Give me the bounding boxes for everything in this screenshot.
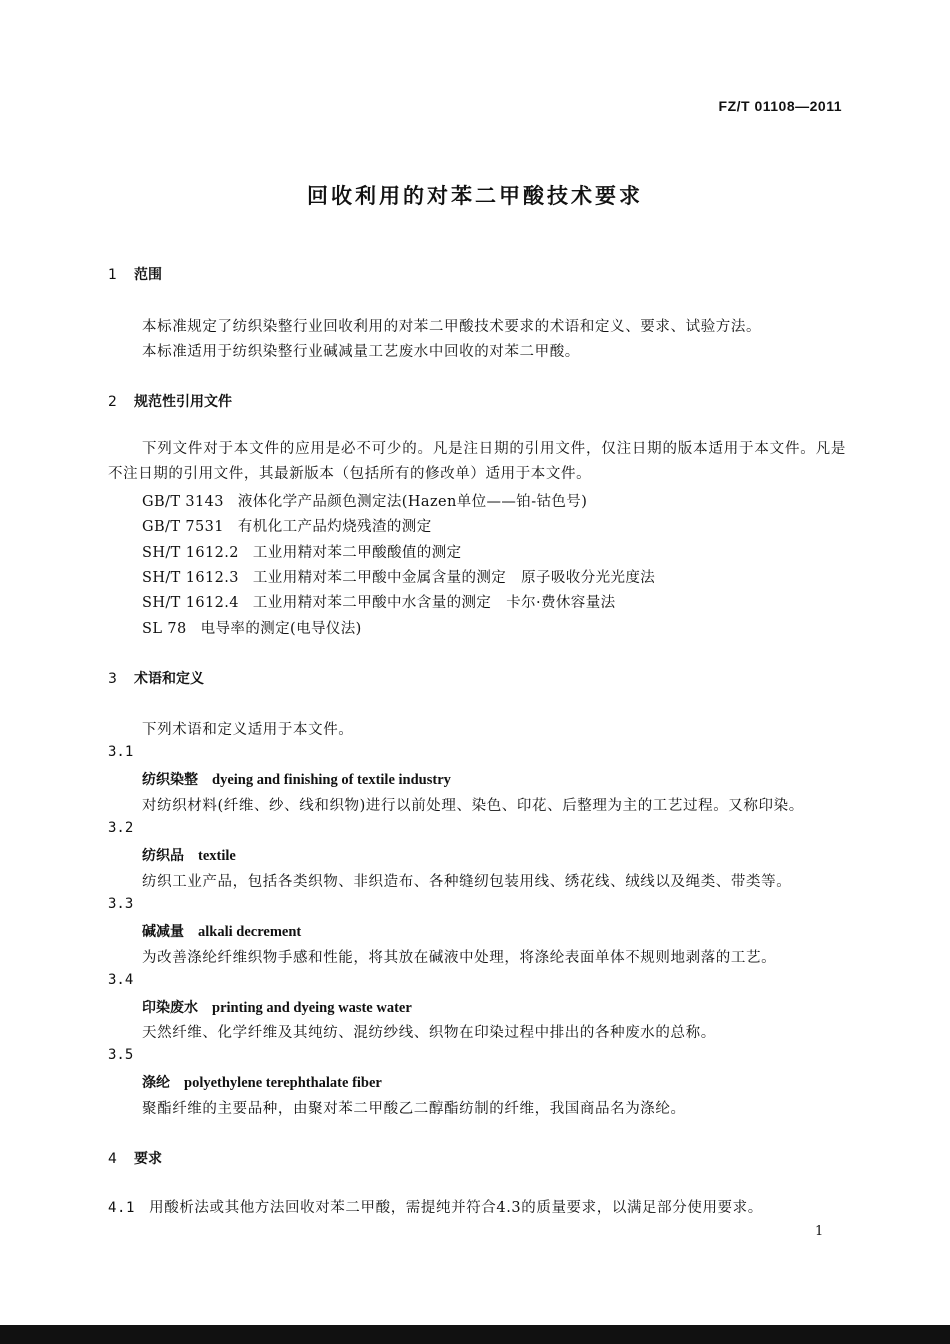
ref-item <box>142 617 362 638</box>
term-heading <box>142 921 301 941</box>
term-number: 3.5 <box>108 1047 134 1063</box>
term-definition: 纺织工业产品，包括各类织物、非织造布、各种缝纫包装用线、绣花线、绒线以及绳类、带类等。 <box>142 874 792 890</box>
scan-border <box>0 1325 950 1344</box>
ref-title: 液体化学产品颜色测定法(Hazen单位——铂-钴色号) <box>237 494 588 510</box>
term-en: printing and dyeing waste water <box>212 1000 412 1016</box>
ref-item <box>142 566 655 587</box>
ref-code: SL 78 <box>142 621 187 637</box>
term-heading <box>142 769 451 789</box>
clause-text: 用酸析法或其他方法回收对苯二甲酸，需提纯并符合4.3的质量要求，以满足部分使用要求。 <box>149 1200 763 1216</box>
normative-refs-intro: 下列文件对于本文件的应用是必不可少的。凡是注日期的引用文件，仅注日期的版本适用于本文件。凡是不注日期的引用文件，其最新版本（包括所有的修改单）适用于本文件。 <box>108 441 846 482</box>
section-1-heading <box>108 264 162 284</box>
scope-paragraph-1: 本标准规定了纺织染整行业回收利用的对苯二甲酸技术要求的术语和定义、要求、试验方法。 <box>142 319 762 335</box>
section-number: 1 <box>108 267 117 283</box>
document-title: 回收利用的对苯二甲酸技术要求 <box>307 184 643 208</box>
term-cn: 涤纶 <box>142 1075 170 1091</box>
section-4-heading <box>108 1148 162 1168</box>
term-heading <box>142 845 236 865</box>
term-en: textile <box>198 848 236 864</box>
page-number: 1 <box>815 1224 824 1239</box>
ref-item <box>142 541 462 562</box>
standard-code: FZ/T 01108—2011 <box>718 98 842 114</box>
term-en: polyethylene terephthalate fiber <box>184 1075 382 1091</box>
ref-code: SH/T 1612.3 <box>142 570 239 586</box>
term-number: 3.3 <box>108 896 134 912</box>
section-number: 2 <box>108 394 117 410</box>
ref-item <box>142 591 616 612</box>
term-cn: 纺织品 <box>142 848 184 864</box>
term-heading <box>142 1072 382 1092</box>
term-number: 3.1 <box>108 744 134 760</box>
term-en: alkali decrement <box>198 924 302 940</box>
section-number: 4 <box>108 1151 117 1167</box>
term-heading <box>142 997 412 1017</box>
section-title: 规范性引用文件 <box>134 394 232 410</box>
ref-item <box>142 515 432 536</box>
section-3-heading <box>108 668 204 688</box>
ref-title: 电导率的测定(电导仪法) <box>200 621 362 637</box>
section-title: 范围 <box>134 267 162 283</box>
section-title: 要求 <box>134 1151 162 1167</box>
term-cn: 印染废水 <box>142 1000 198 1016</box>
ref-title: 有机化工产品灼烧残渣的测定 <box>237 519 432 535</box>
term-number: 3.4 <box>108 972 134 988</box>
term-cn: 碱减量 <box>142 924 184 940</box>
clause-number: 4.1 <box>108 1200 136 1216</box>
term-en: dyeing and finishing of textile industry <box>212 772 451 788</box>
ref-code: SH/T 1612.2 <box>142 545 239 561</box>
section-number: 3 <box>108 671 117 687</box>
ref-title: 工业用精对苯二甲酸中水含量的测定 卡尔·费休容量法 <box>252 595 616 611</box>
section-2-heading <box>108 391 232 411</box>
term-definition: 天然纤维、化学纤维及其纯纺、混纺纱线、织物在印染过程中排出的各种废水的总称。 <box>142 1025 716 1041</box>
terms-intro: 下列术语和定义适用于本文件。 <box>142 722 354 738</box>
term-definition: 对纺织材料(纤维、纱、线和织物)进行以前处理、染色、印花、后整理为主的工艺过程。又称印染。 <box>142 798 804 814</box>
ref-code: GB/T 7531 <box>142 519 224 535</box>
term-number: 3.2 <box>108 820 134 836</box>
ref-code: GB/T 3143 <box>142 494 224 510</box>
term-definition: 聚酯纤维的主要品种，由聚对苯二甲酸乙二醇酯纺制的纤维，我国商品名为涤纶。 <box>142 1101 686 1117</box>
clause-4-1 <box>108 1196 763 1217</box>
ref-title: 工业用精对苯二甲酸中金属含量的测定 原子吸收分光光度法 <box>252 570 656 586</box>
term-definition: 为改善涤纶纤维织物手感和性能，将其放在碱液中处理，将涤纶表面单体不规则地剥落的工艺。 <box>142 950 777 966</box>
scope-paragraph-2: 本标准适用于纺织染整行业碱减量工艺废水中回收的对苯二甲酸。 <box>142 344 580 360</box>
ref-code: SH/T 1612.4 <box>142 595 239 611</box>
section-title: 术语和定义 <box>134 671 204 687</box>
ref-item <box>142 490 587 511</box>
ref-title: 工业用精对苯二甲酸酸值的测定 <box>252 545 462 561</box>
term-cn: 纺织染整 <box>142 772 198 788</box>
